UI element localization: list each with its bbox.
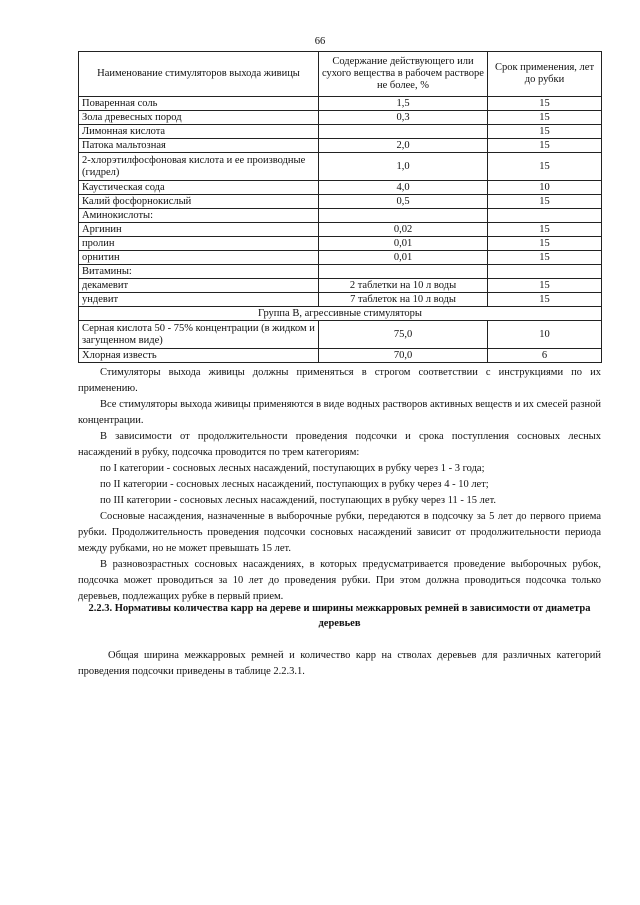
table-row: [79, 223, 602, 237]
stimulant-name: Калий фосфорнокислый: [79, 195, 319, 209]
content-value: 7 таблеток на 10 л воды: [319, 293, 488, 307]
table-row: [79, 349, 602, 363]
content-value: 0,01: [319, 251, 488, 265]
category-item: по I категории - сосновых лесных насаждений, поступающих в рубку через 1 - 3 года;: [100, 463, 485, 474]
stimulant-name: орнитин: [79, 251, 319, 265]
table-row: [79, 209, 602, 223]
stimulant-name: Поваренная соль: [79, 97, 319, 111]
term-value: 15: [488, 111, 602, 125]
stimulant-name: Аминокислоты:: [79, 209, 319, 223]
stimulant-name: Патока мальтозная: [79, 139, 319, 153]
final-text: [78, 648, 601, 680]
table-row: [79, 279, 602, 293]
term-value: [488, 209, 602, 223]
table-row: [79, 111, 602, 125]
content-value: [319, 125, 488, 139]
stimulant-name: декамевит: [79, 279, 319, 293]
content-value: 2,0: [319, 139, 488, 153]
category-item: по III категории - сосновых лесных насаждений, поступающих в рубку через 11 - 15 лет.: [100, 495, 497, 506]
term-value: [488, 265, 602, 279]
table-row: [79, 181, 602, 195]
category-item: по II категории - сосновых лесных насаждений, поступающих в рубку через 4 - 10 лет;: [100, 479, 489, 490]
table-row: [79, 321, 602, 349]
content-value: [319, 209, 488, 223]
content-value: 70,0: [319, 349, 488, 363]
stimulant-name: пролин: [79, 237, 319, 251]
table-row: [79, 237, 602, 251]
table-row: [79, 195, 602, 209]
column-header-term: Срок применения, лет до рубки: [488, 52, 602, 97]
content-value: 2 таблетки на 10 л воды: [319, 279, 488, 293]
term-value: 15: [488, 153, 602, 181]
term-value: 15: [488, 125, 602, 139]
content-value: 4,0: [319, 181, 488, 195]
term-value: 15: [488, 237, 602, 251]
content-value: 0,02: [319, 223, 488, 237]
term-value: 15: [488, 251, 602, 265]
content-value: 75,0: [319, 321, 488, 349]
group-label: Группа В, агрессивные стимуляторы: [79, 307, 602, 321]
paragraph: Общая ширина межкарровых ремней и количество карр на стволах деревьев для различных категорий проведения подсочки приведены в таблице 2.2.3.1.: [78, 650, 601, 677]
term-value: 15: [488, 97, 602, 111]
column-header-content: Содержание действующего или сухого вещества в рабочем растворе не более, %: [319, 52, 488, 97]
page-number: 66: [314, 36, 326, 47]
paragraph: В разновозрастных сосновых насаждениях, в которых предусматривается проведение выборочных рубок, подсочка может проводиться за 10 лет до проведения рубки. При этом должна проводиться подсочка только деревьев, подлежащих рубке в первый прием.: [78, 559, 601, 602]
table-row: [79, 153, 602, 181]
content-value: [319, 265, 488, 279]
term-value: 15: [488, 223, 602, 237]
stimulant-name: Лимонная кислота: [79, 125, 319, 139]
body-text: [78, 365, 601, 605]
paragraph: Все стимуляторы выхода живицы применяются в виде водных растворов активных веществ и их смесей разной концентрации.: [78, 399, 601, 426]
table-body: [79, 97, 602, 363]
table-row: [79, 125, 602, 139]
stimulant-name: ундевит: [79, 293, 319, 307]
stimulant-name: Витамины:: [79, 265, 319, 279]
stimulant-name: Аргинин: [79, 223, 319, 237]
table-row: [79, 139, 602, 153]
stimulant-name: Зола древесных пород: [79, 111, 319, 125]
term-value: 15: [488, 279, 602, 293]
term-value: 6: [488, 349, 602, 363]
table-row: [79, 265, 602, 279]
stimulant-name: Серная кислота 50 - 75% концентрации (в жидком и загущенном виде): [79, 321, 319, 349]
term-value: 10: [488, 181, 602, 195]
content-value: 1,0: [319, 153, 488, 181]
stimulant-name: Каустическая сода: [79, 181, 319, 195]
content-value: 1,5: [319, 97, 488, 111]
section-heading: 2.2.3. Нормативы количества карр на дереве и ширины межкарровых ремней в зависимости от диаметра деревьев: [88, 603, 591, 629]
table-row: [79, 251, 602, 265]
paragraph: Сосновые насаждения, назначенные в выборочные рубки, передаются в подсочку за 5 лет до первого приема рубки. Продолжительность проведения подсочки сосновых насаждений зависит от продолжительности периода между рубками, но не может превышать 15 лет.: [78, 511, 601, 554]
content-value: 0,5: [319, 195, 488, 209]
term-value: 10: [488, 321, 602, 349]
paragraph: Стимуляторы выхода живицы должны применяться в строгом соответствии с инструкциями по их применению.: [78, 367, 601, 394]
table-row: [79, 293, 602, 307]
content-value: 0,01: [319, 237, 488, 251]
stimulants-table: [78, 51, 602, 363]
term-value: 15: [488, 195, 602, 209]
column-header-name: Наименование стимуляторов выхода живицы: [79, 52, 319, 97]
table-row: [79, 307, 602, 321]
content-value: 0,3: [319, 111, 488, 125]
term-value: 15: [488, 293, 602, 307]
table-row: [79, 97, 602, 111]
stimulant-name: 2-хлорэтилфосфоновая кислота и ее производные (гидрел): [79, 153, 319, 181]
stimulant-name: Хлорная известь: [79, 349, 319, 363]
term-value: 15: [488, 139, 602, 153]
paragraph: В зависимости от продолжительности проведения подсочки и срока поступления сосновых лесных насаждений в рубку, подсочка проводится по трем категориям:: [78, 431, 601, 458]
